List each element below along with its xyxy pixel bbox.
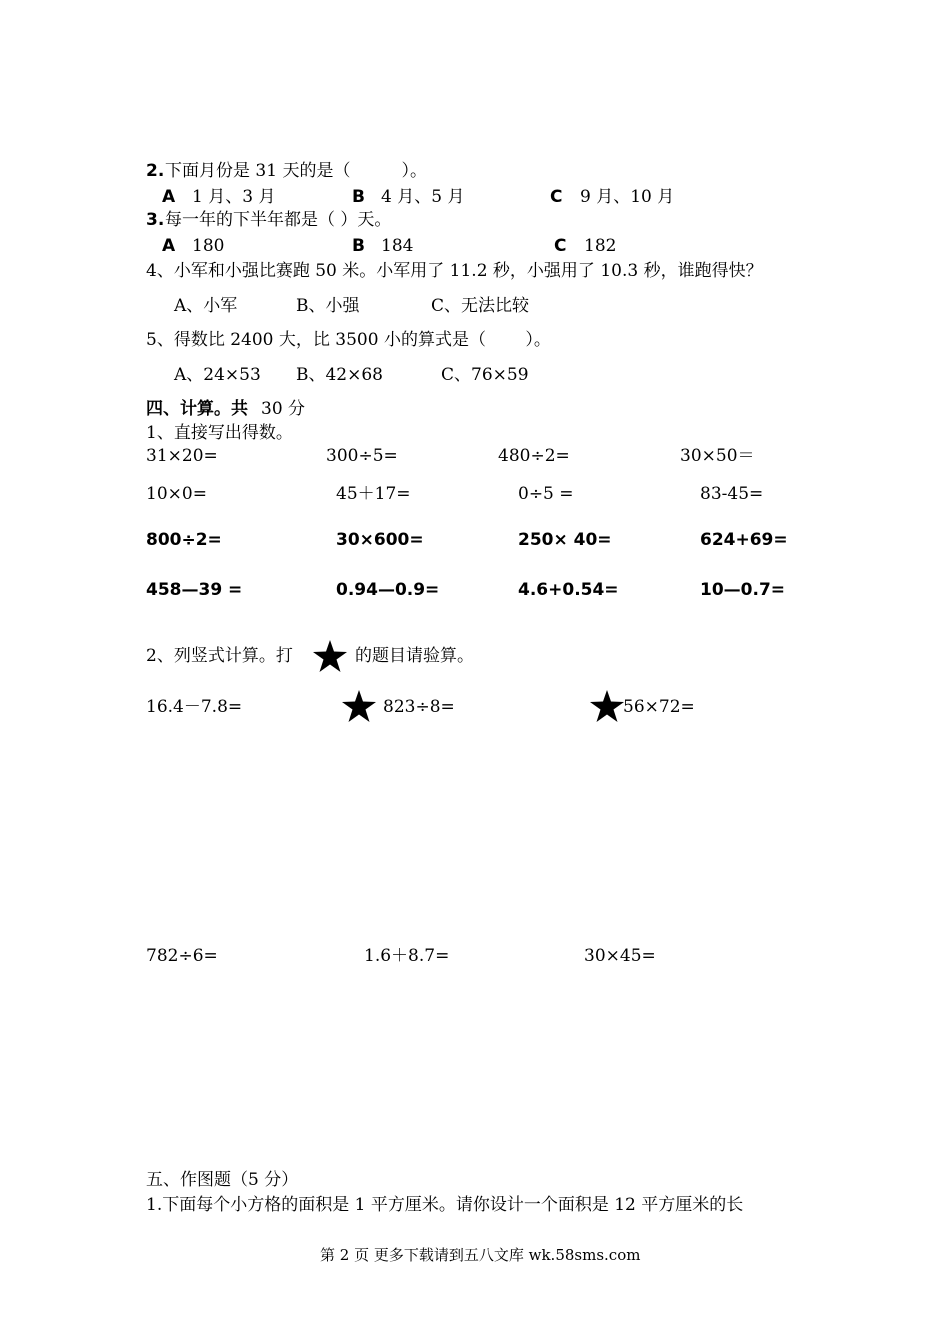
q2-option-b-text: 4 月、5 月: [381, 187, 465, 207]
q5-option-a: A、24×53: [174, 365, 261, 385]
calc-item: 0.94—0.9=: [336, 580, 440, 600]
section-5-question-1: 1.下面每个小方格的面积是 1 平方厘米。请你设计一个面积是 12 平方厘米的长: [146, 1195, 744, 1215]
question-4-text: 4、小军和小强比赛跑 50 米。小军用了 11.2 秒，小强用了 10.3 秒，谁跑得快？: [146, 261, 763, 281]
q2-option-c-text: 9 月、10 月: [580, 187, 675, 207]
calc-item: 31×20=: [146, 446, 218, 466]
q5-option-c: C、76×59: [441, 365, 529, 385]
q3-option-a-letter: A: [162, 236, 176, 256]
q4-option-a: A、小军: [174, 296, 238, 316]
question-2-number: 2.: [146, 161, 165, 181]
calc-item: 4.6+0.54=: [518, 580, 619, 600]
calc-item: 0÷5 =: [518, 484, 574, 504]
question-5-text: 5、得数比 2400 大，比 3500 小的算式是（ ）。: [146, 330, 551, 350]
q2-option-c-letter: C: [550, 187, 563, 207]
section-4-sub1: 1、直接写出得数。: [146, 423, 293, 443]
q3-option-a-text: 180: [192, 236, 225, 256]
q3-option-b-text: 184: [381, 236, 414, 256]
page-footer: 第 2 页 更多下载请到五八文库 wk.58sms.com: [320, 1246, 641, 1264]
star-icon: [342, 690, 376, 722]
vertical-calc-item: 16.4－7.8=: [146, 697, 243, 717]
calc-item: 10—0.7=: [700, 580, 786, 600]
q3-option-c-text: 182: [584, 236, 617, 256]
calc-item: 624+69=: [700, 530, 788, 550]
question-2-text: 下面月份是 31 天的是（ ）。: [165, 161, 427, 181]
vertical-calc-item: 30×45=: [584, 946, 656, 966]
q2-option-a-text: 1 月、3 月: [192, 187, 276, 207]
vertical-calc-item: 56×72=: [623, 697, 695, 717]
calc-item: 458—39 =: [146, 580, 243, 600]
q5-option-b: B、42×68: [296, 365, 384, 385]
section-4-title: 四、计算。共: [146, 399, 248, 419]
calc-item: 300÷5=: [326, 446, 398, 466]
calc-item: 250× 40=: [518, 530, 612, 550]
vertical-calc-item: 782÷6=: [146, 946, 218, 966]
star-icon: [590, 690, 624, 722]
section-4-sub2-start: 2、列竖式计算。打: [146, 646, 293, 666]
q3-option-b-letter: B: [352, 236, 365, 256]
calc-item: 30×50＝: [680, 446, 755, 466]
q2-option-a-letter: A: [162, 187, 176, 207]
q4-option-b: B、小强: [296, 296, 360, 316]
q2-option-b-letter: B: [352, 187, 365, 207]
q3-option-c-letter: C: [554, 236, 567, 256]
question-3-text: 每一年的下半年都是（ ）天。: [165, 210, 392, 230]
vertical-calc-item: 823÷8=: [383, 697, 455, 717]
q4-option-c: C、无法比较: [431, 296, 530, 316]
calc-item: 10×0=: [146, 484, 207, 504]
calc-item: 83-45=: [700, 484, 764, 504]
vertical-calc-item: 1.6＋8.7=: [364, 946, 450, 966]
star-icon: [313, 640, 347, 672]
calc-item: 30×600=: [336, 530, 424, 550]
section-4-sub2-end: 的题目请验算。: [355, 646, 474, 666]
calc-item: 45＋17=: [336, 484, 411, 504]
question-3-number: 3.: [146, 210, 165, 230]
section-4-points: 30 分: [261, 399, 306, 419]
calc-item: 480÷2=: [498, 446, 570, 466]
section-5-title: 五、作图题（5 分）: [146, 1170, 299, 1190]
calc-item: 800÷2=: [146, 530, 222, 550]
